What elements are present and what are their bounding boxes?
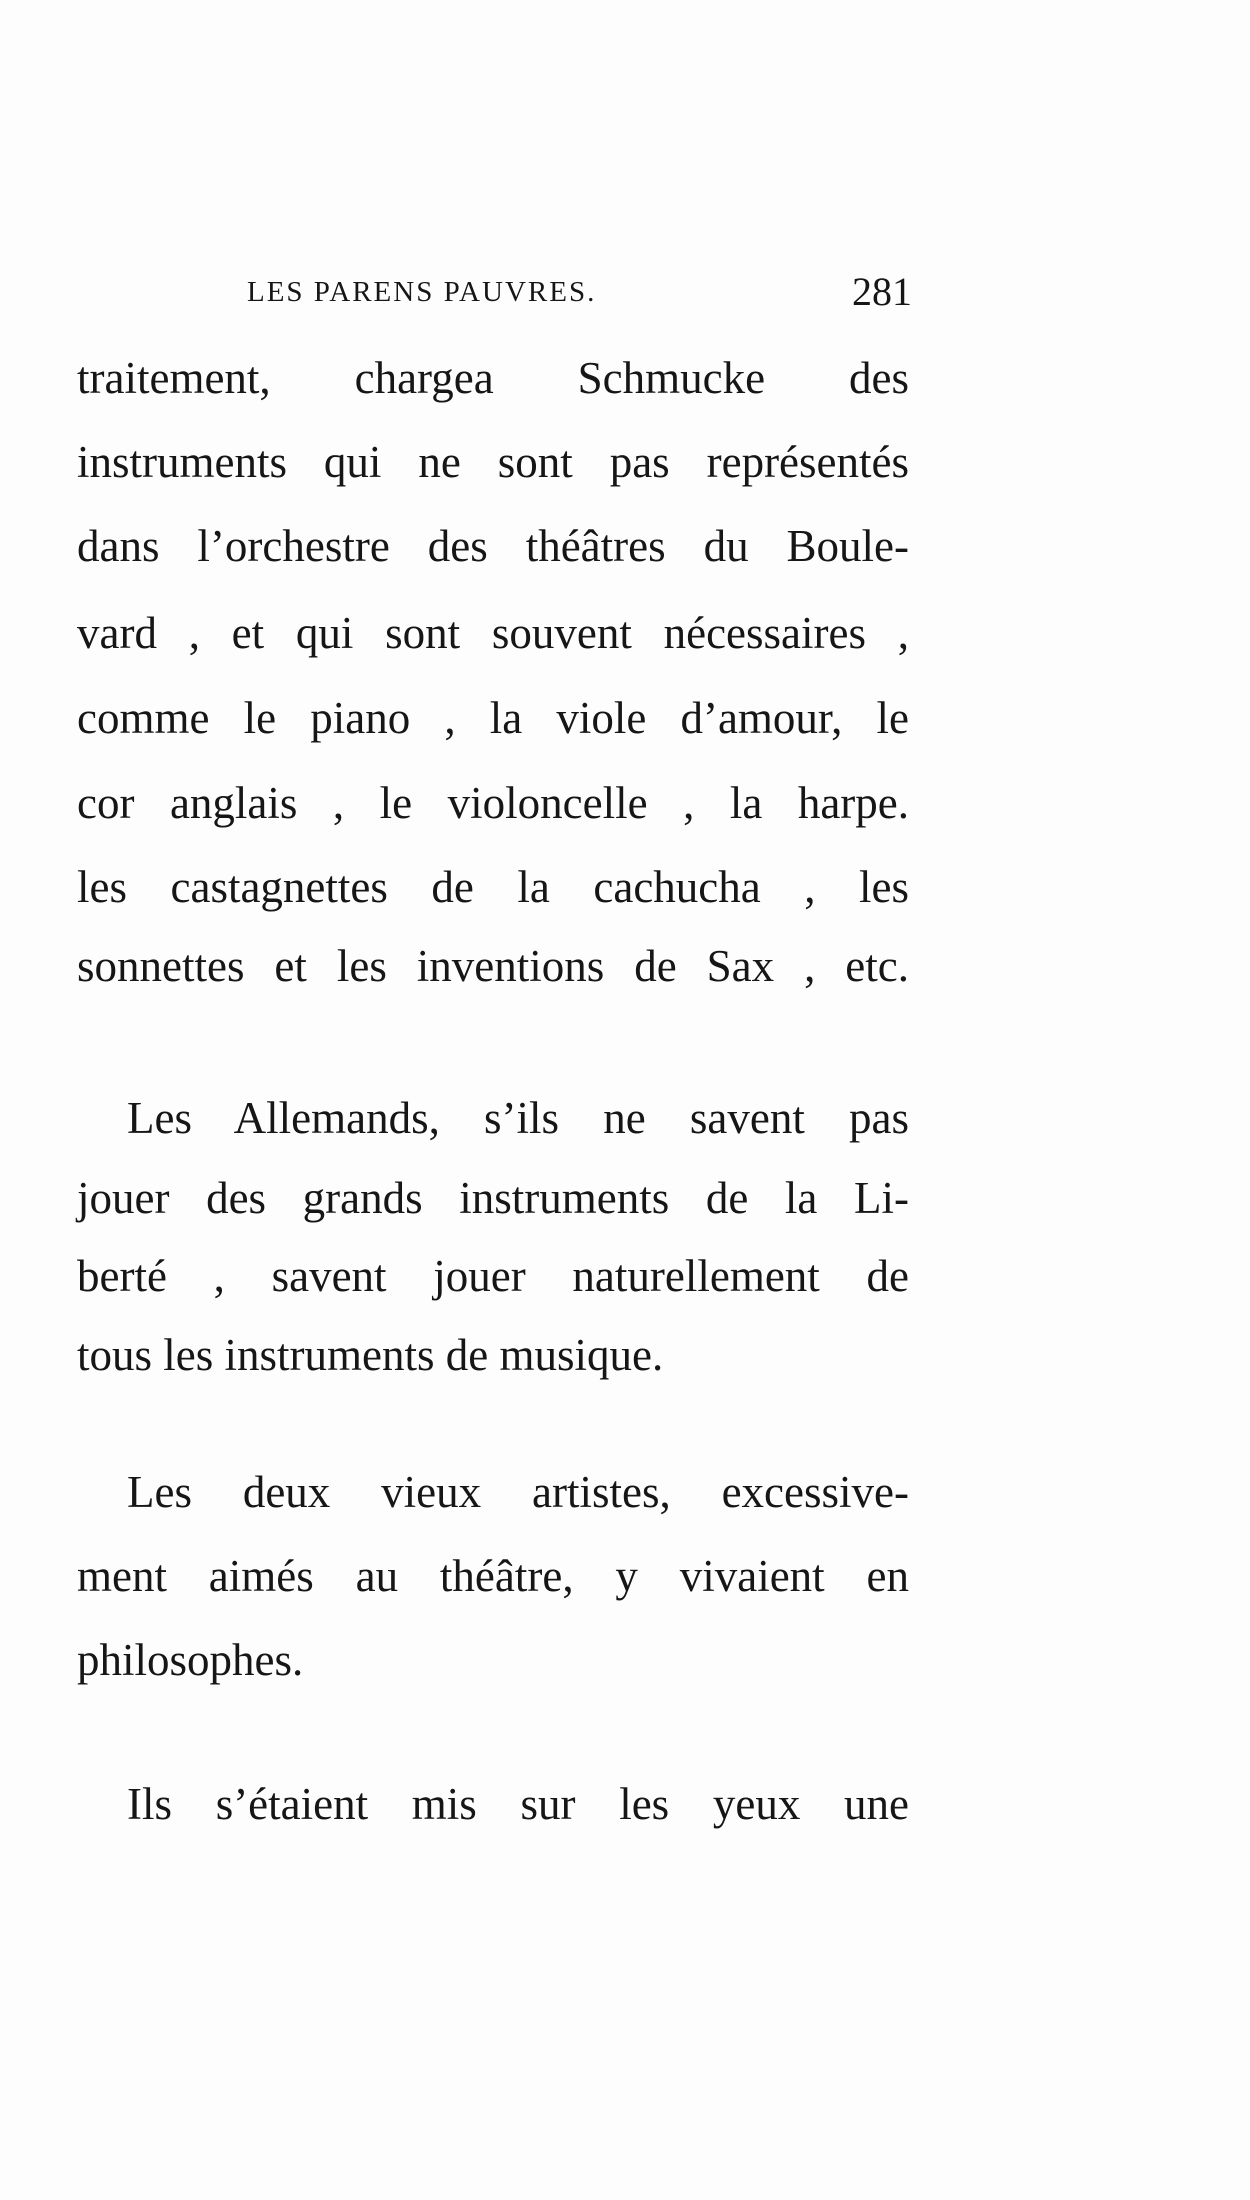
text-line: Ils s’étaient mis sur les yeux une (127, 1779, 909, 1829)
text-line: instruments qui ne sont pas représentés (77, 437, 909, 487)
text-line: jouer des grands instruments de la Li- (77, 1173, 909, 1223)
text-line: berté , savent jouer naturellement de (77, 1251, 909, 1301)
running-header (77, 268, 912, 318)
text-line: Les deux vieux artistes, excessive- (127, 1467, 909, 1517)
text-line: les castagnettes de la cachucha , les (77, 862, 909, 912)
text-line: traitement, chargea Schmucke des (77, 353, 909, 403)
text-line: cor anglais , le violoncelle , la harpe. (77, 778, 909, 828)
text-line: sonnettes et les inventions de Sax , etc. (77, 941, 909, 991)
text-line: Les Allemands, s’ils ne savent pas (127, 1093, 909, 1143)
page-number: 281 (852, 269, 912, 314)
text-line: philosophes. (77, 1635, 304, 1685)
text-line: ment aimés au théâtre, y vivaient en (77, 1551, 909, 1601)
text-line: dans l’orchestre des théâtres du Boule- (77, 521, 909, 571)
running-title: LES PARENS PAUVRES. (247, 276, 597, 308)
text-line: vard , et qui sont souvent nécessaires , (77, 608, 909, 658)
text-line: tous les instruments de musique. (77, 1330, 664, 1380)
text-line: comme le piano , la viole d’amour, le (77, 693, 909, 743)
